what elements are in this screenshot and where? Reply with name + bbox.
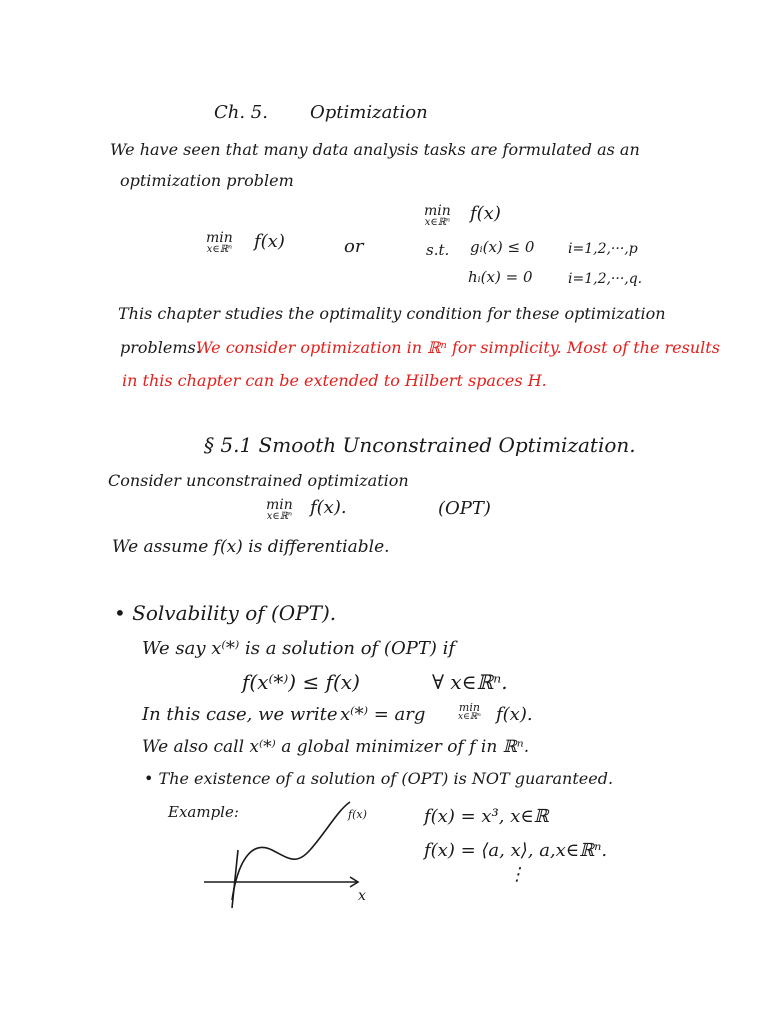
subject-to-label: s.t. <box>426 241 450 259</box>
inequality-constraint: gᵢ(x) ≤ 0 <box>470 238 535 256</box>
ellipsis: ⋮ <box>508 864 526 885</box>
min-label: min <box>424 203 451 219</box>
min-subscript: x∈ℝⁿ <box>266 511 293 522</box>
min-subscript: x∈ℝⁿ <box>458 712 481 722</box>
plot-x-label: x <box>358 888 366 904</box>
intro-line-1: We have seen that many data analysis tasks are formulated as an <box>110 140 640 159</box>
solvability-bullet: • Solvability of (OPT). <box>114 601 337 625</box>
argmin-expression: x⁽*⁾ = arg <box>340 704 426 725</box>
min-label: min <box>206 230 233 246</box>
example-sketch-plot <box>190 800 380 910</box>
opt-objective: f(x). <box>310 497 347 518</box>
solution-definition: We say x⁽*⁾ is a solution of (OPT) if <box>142 638 455 659</box>
unconstrained-objective: f(x) <box>254 231 285 252</box>
plot-fx-label: f(x) <box>348 808 367 821</box>
equality-constraint: hᵢ(x) = 0 <box>468 268 533 286</box>
chapter-note-line-1: This chapter studies the optimality condition for these optimization <box>118 304 666 323</box>
constrained-min-operator <box>424 204 451 228</box>
existence-bullet: • The existence of a solution of (OPT) is NOT guaranteed. <box>144 769 614 788</box>
argmin-operator <box>458 702 481 722</box>
intro-line-2: optimization problem <box>120 171 294 190</box>
equality-index: i=1,2,···,q. <box>568 271 643 287</box>
example-2: f(x) = ⟨a, x⟩, a,x∈ℝⁿ. <box>424 840 608 861</box>
min-subscript: x∈ℝⁿ <box>206 244 233 255</box>
example-1: f(x) = x³, x∈ℝ <box>424 806 549 827</box>
optimality-inequality-right: ∀ x∈ℝⁿ. <box>432 670 508 694</box>
constrained-objective: f(x) <box>470 203 501 224</box>
example-label: Example: <box>168 803 239 821</box>
unconstrained-min-operator <box>206 231 233 255</box>
opt-min-operator <box>266 498 293 522</box>
optimality-inequality-left: f(x⁽*⁾) ≤ f(x) <box>242 670 360 694</box>
write-prefix: In this case, we write <box>142 704 338 725</box>
function-curve <box>232 802 350 900</box>
section-heading: § 5.1 Smooth Unconstrained Optimization. <box>204 433 636 457</box>
min-label: min <box>458 701 480 714</box>
chapter-note-line-2-red: We consider optimization in ℝⁿ for simplicity. Most of the results <box>196 338 720 357</box>
inequality-index: i=1,2,···,p <box>568 241 638 257</box>
min-subscript: x∈ℝⁿ <box>424 217 451 228</box>
opt-tag: (OPT) <box>438 498 491 519</box>
min-label: min <box>266 497 293 513</box>
consider-text: Consider unconstrained optimization <box>108 471 409 490</box>
chapter-number: Ch. 5. <box>214 102 268 123</box>
or-text: or <box>344 236 364 257</box>
argmin-objective: f(x). <box>496 704 533 725</box>
global-minimizer-text: We also call x⁽*⁾ a global minimizer of f in ℝⁿ. <box>142 737 530 757</box>
assume-text: We assume f(x) is differentiable. <box>112 537 390 557</box>
chapter-note-line-2-black: problems. <box>120 338 201 357</box>
chapter-title: Optimization <box>310 102 428 123</box>
chapter-note-line-3-red: in this chapter can be extended to Hilbert spaces H. <box>122 371 547 390</box>
